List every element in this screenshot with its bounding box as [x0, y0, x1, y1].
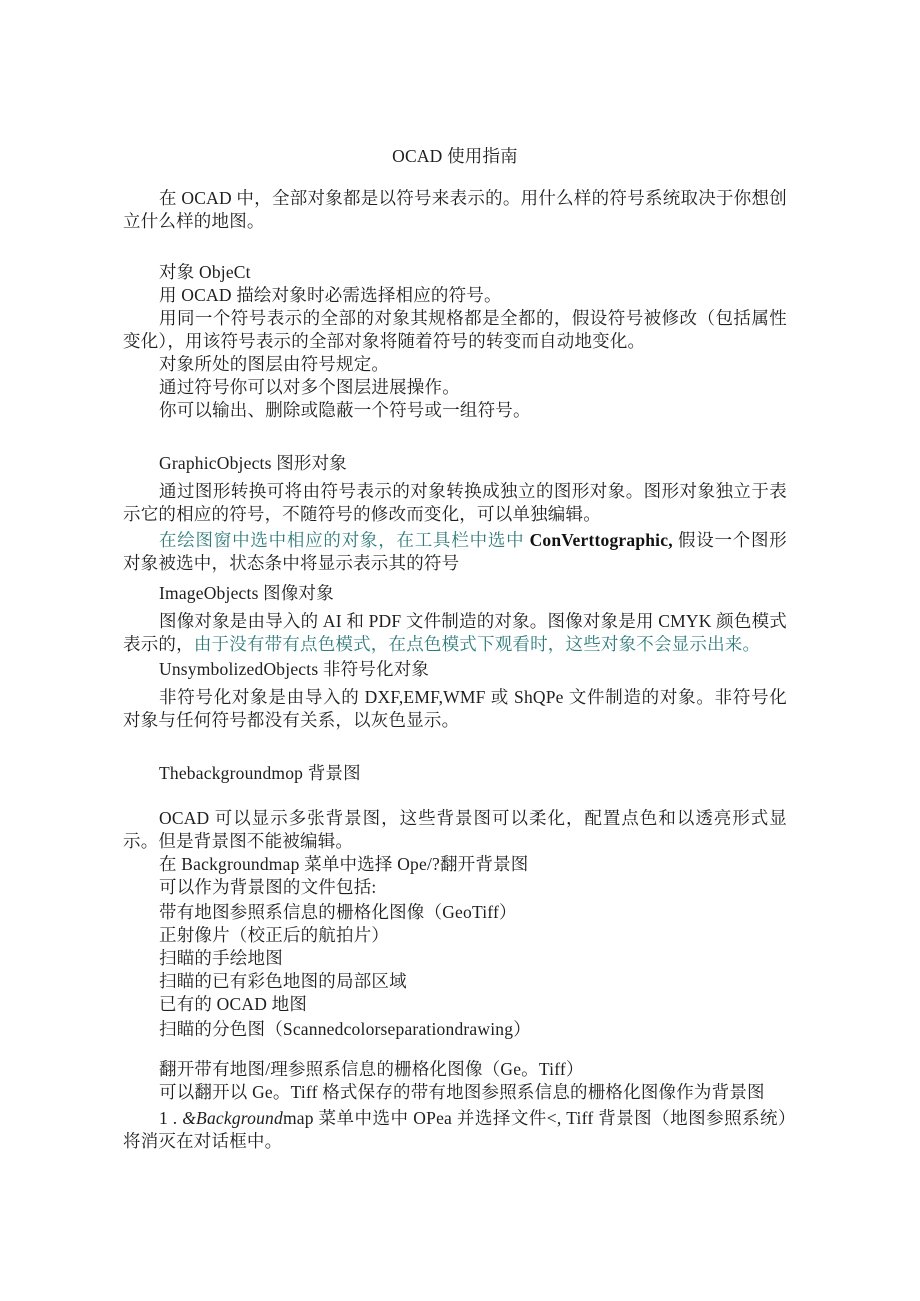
text-run: 带有地图参照系信息的栅格化图像（GeoTiff）: [159, 902, 517, 922]
paragraph: [123, 876, 787, 899]
paragraph: [123, 970, 787, 993]
text-run: Thebackgroundmop 背景图: [159, 763, 361, 783]
text-run: 对象 ObjeCt: [159, 262, 251, 282]
text-run: ConVerttographic,: [529, 530, 673, 550]
paragraph: [123, 376, 787, 399]
paragraph: [123, 924, 787, 947]
text-run: 扫瞄的分色图（Scannedcolorseparationdrawing）: [159, 1019, 531, 1039]
paragraph: [123, 807, 787, 853]
paragraph: [123, 284, 787, 307]
text-run: 图像对象是由导入的 AI 和 PDF 文件制造的对象。图像对象是用 CMYK 颜色模式表示的，: [123, 611, 787, 654]
paragraph: [123, 610, 787, 656]
paragraph: [123, 353, 787, 376]
paragraph: [123, 399, 787, 422]
paragraph: [123, 582, 787, 605]
text-run: 对象所处的图层由符号规定。: [159, 354, 390, 374]
text-run: OCAD 可以显示多张背景图，这些背景图可以柔化，配置点色和以透亮形式显示。但是背景图不能被编辑。: [123, 808, 787, 851]
text-run: map 菜单中选中 OPea 并选择文件<, Tiff 背景图（地图参照系统）将消灭在对话框中。: [123, 1108, 787, 1151]
text-run: 翻开带有地图/理参照系信息的栅格化图像（Ge。Tiff）: [159, 1059, 584, 1079]
text-run: 用同一个符号表示的全部的对象其规格都是全都的，假设符号被修改（包括属性变化），用该符号表示的全部对象将随着符号的转变而自动地变化。: [123, 308, 787, 351]
text-run: UnsymbolizedObjects 非符号化对象: [159, 659, 430, 679]
text-run: 你可以输出、删除或隐蔽一个符号或一组符号。: [159, 400, 531, 420]
text-run: 非符号化对象是由导入的 DXF,EMF,WMF 或 ShQPe 文件制造的对象。非符号化对象与任何符号都没有关系，以灰色显示。: [123, 687, 787, 730]
text-run: 在 OCAD 中，全部对象都是以符号来表示的。用什么样的符号系统取决于你想创立什么样的地图。: [123, 188, 787, 231]
paragraph: [123, 452, 787, 475]
text-run: 可以翻开以 Ge。Tiff 格式保存的带有地图参照系信息的栅格化图像作为背景图: [159, 1082, 765, 1102]
paragraph: [123, 261, 787, 284]
paragraph: [123, 901, 787, 924]
paragraph: [123, 1107, 787, 1153]
text-run: 由于没有带有点色模式，在点色模式下观看时，这些对象不会显示出来。: [193, 634, 761, 654]
document-body: [123, 145, 787, 1153]
paragraph: [123, 853, 787, 876]
paragraph: [123, 529, 787, 575]
text-run: 通过符号你可以对多个图层进展操作。: [159, 377, 460, 397]
text-run: 可以作为背景图的文件包括:: [159, 877, 377, 897]
text-run: 1 .: [159, 1108, 183, 1128]
text-run: ImageObjects 图像对象: [159, 583, 334, 603]
text-run: 扫瞄的手绘地图: [159, 948, 283, 968]
paragraph: [123, 187, 787, 233]
text-run: 通过图形转换可将由符号表示的对象转换成独立的图形对象。图形对象独立于表示它的相应的符号，不随符号的修改而变化，可以单独编辑。: [123, 481, 787, 524]
paragraph: [123, 480, 787, 526]
text-run: 扫瞄的已有彩色地图的局部区域: [159, 971, 407, 991]
text-run: &Background: [182, 1108, 283, 1128]
text-run: 已有的 OCAD 地图: [159, 994, 308, 1014]
paragraph: [123, 993, 787, 1016]
document-title: OCAD 使用指南: [392, 146, 518, 166]
text-run: 在绘图窗中选中相应的对象，在工具栏中选中: [159, 530, 530, 550]
text-run: GraphicObjects 图形对象: [159, 453, 347, 473]
paragraph: [123, 1081, 787, 1104]
text-run: 在 Backgroundmap 菜单中选择 Ope/?翻开背景图: [159, 854, 529, 874]
paragraph: [123, 762, 787, 785]
text-run: 正射像片（校正后的航拍片）: [159, 925, 390, 945]
paragraph: [123, 658, 787, 681]
paragraph: [123, 947, 787, 970]
paragraph: [123, 1018, 787, 1041]
paragraph: [123, 307, 787, 353]
paragraph-list: [123, 187, 787, 1153]
paragraph: [123, 686, 787, 732]
text-run: 用 OCAD 描绘对象时必需选择相应的符号。: [159, 285, 502, 305]
paragraph: [123, 1058, 787, 1081]
text-run: 假设一个图形对象被选中，状态条中将显示表示其的符号: [123, 530, 787, 573]
